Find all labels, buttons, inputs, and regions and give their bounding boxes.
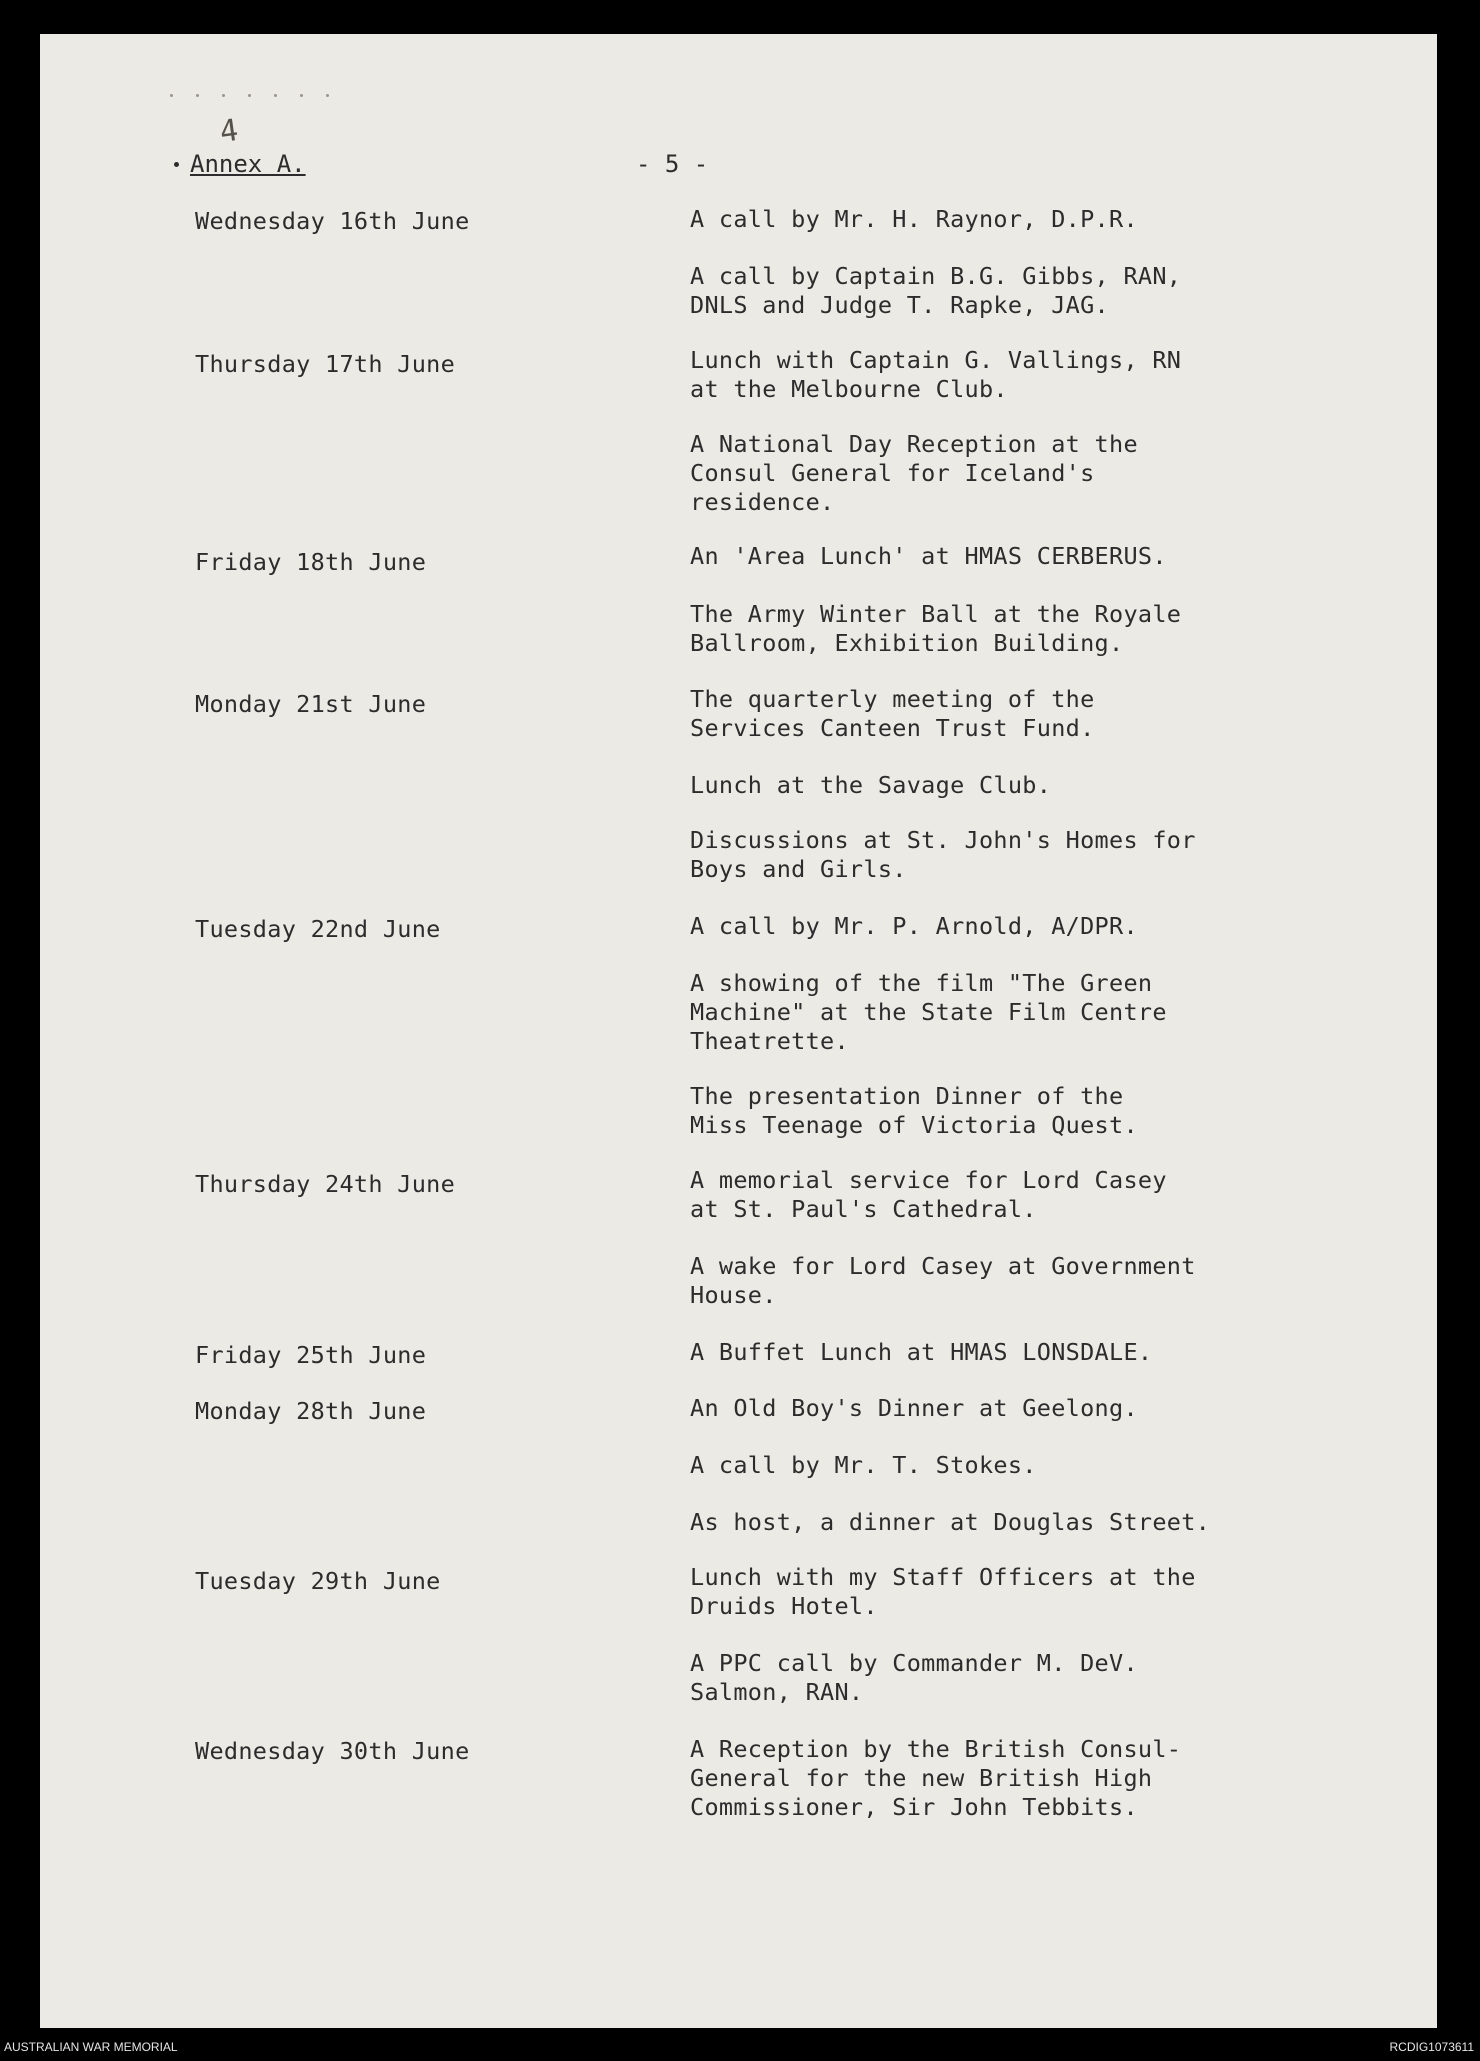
event-text: A PPC call by Commander M. DeV. Salmon, RAN.: [690, 1649, 1138, 1706]
footer-record-id: RCDIG1073611: [1389, 2040, 1474, 2054]
day-label: Tuesday 29th June: [195, 1567, 441, 1595]
event-text: A call by Mr. T. Stokes.: [690, 1451, 1037, 1479]
page-number: - 5 -: [636, 150, 709, 178]
event-text: A call by Mr. H. Raynor, D.P.R.: [690, 205, 1138, 233]
footer-credit: AUSTRALIAN WAR MEMORIAL: [4, 2040, 178, 2054]
day-label: Thursday 17th June: [195, 350, 456, 378]
day-label: Wednesday 16th June: [195, 207, 470, 235]
day-label: Friday 25th June: [195, 1341, 427, 1369]
annex-heading: Annex A.: [190, 150, 306, 178]
day-label: Monday 28th June: [195, 1397, 427, 1425]
event-text: The Army Winter Ball at the Royale Ballroom, Exhibition Building.: [690, 600, 1182, 657]
day-label: Tuesday 22nd June: [195, 915, 441, 943]
event-text: A wake for Lord Casey at Government House.: [690, 1252, 1196, 1309]
day-label: Monday 21st June: [195, 690, 427, 718]
day-label: Thursday 24th June: [195, 1170, 456, 1198]
punch-marks: [170, 94, 340, 110]
day-label: Friday 18th June: [195, 548, 427, 576]
bullet-dot: [174, 162, 179, 167]
event-text: A call by Captain B.G. Gibbs, RAN, DNLS and Judge T. Rapke, JAG.: [690, 262, 1182, 319]
event-text: Lunch at the Savage Club.: [690, 771, 1052, 799]
event-text: A call by Mr. P. Arnold, A/DPR.: [690, 912, 1138, 940]
event-text: A Buffet Lunch at HMAS LONSDALE.: [690, 1338, 1153, 1366]
event-text: Discussions at St. John's Homes for Boys and Girls.: [690, 826, 1196, 883]
event-text: A showing of the film "The Green Machine" at the State Film Centre Theatrette.: [690, 969, 1167, 1055]
event-text: Lunch with my Staff Officers at the Druids Hotel.: [690, 1563, 1196, 1620]
event-text: A memorial service for Lord Casey at St. Paul's Cathedral.: [690, 1166, 1167, 1223]
event-text: An 'Area Lunch' at HMAS CERBERUS.: [690, 542, 1167, 570]
event-text: As host, a dinner at Douglas Street.: [690, 1508, 1211, 1536]
event-text: An Old Boy's Dinner at Geelong.: [690, 1394, 1138, 1422]
event-text: The quarterly meeting of the Services Canteen Trust Fund.: [690, 685, 1095, 742]
event-text: Lunch with Captain G. Vallings, RN at the Melbourne Club.: [690, 346, 1182, 403]
event-text: A Reception by the British Consul- General for the new British High Commissioner, Sir John Tebbits.: [690, 1735, 1182, 1821]
event-text: The presentation Dinner of the Miss Teenage of Victoria Quest.: [690, 1082, 1138, 1139]
event-text: A National Day Reception at the Consul General for Iceland's residence.: [690, 430, 1138, 516]
handwritten-mark: 4: [217, 112, 241, 151]
day-label: Wednesday 30th June: [195, 1737, 470, 1765]
